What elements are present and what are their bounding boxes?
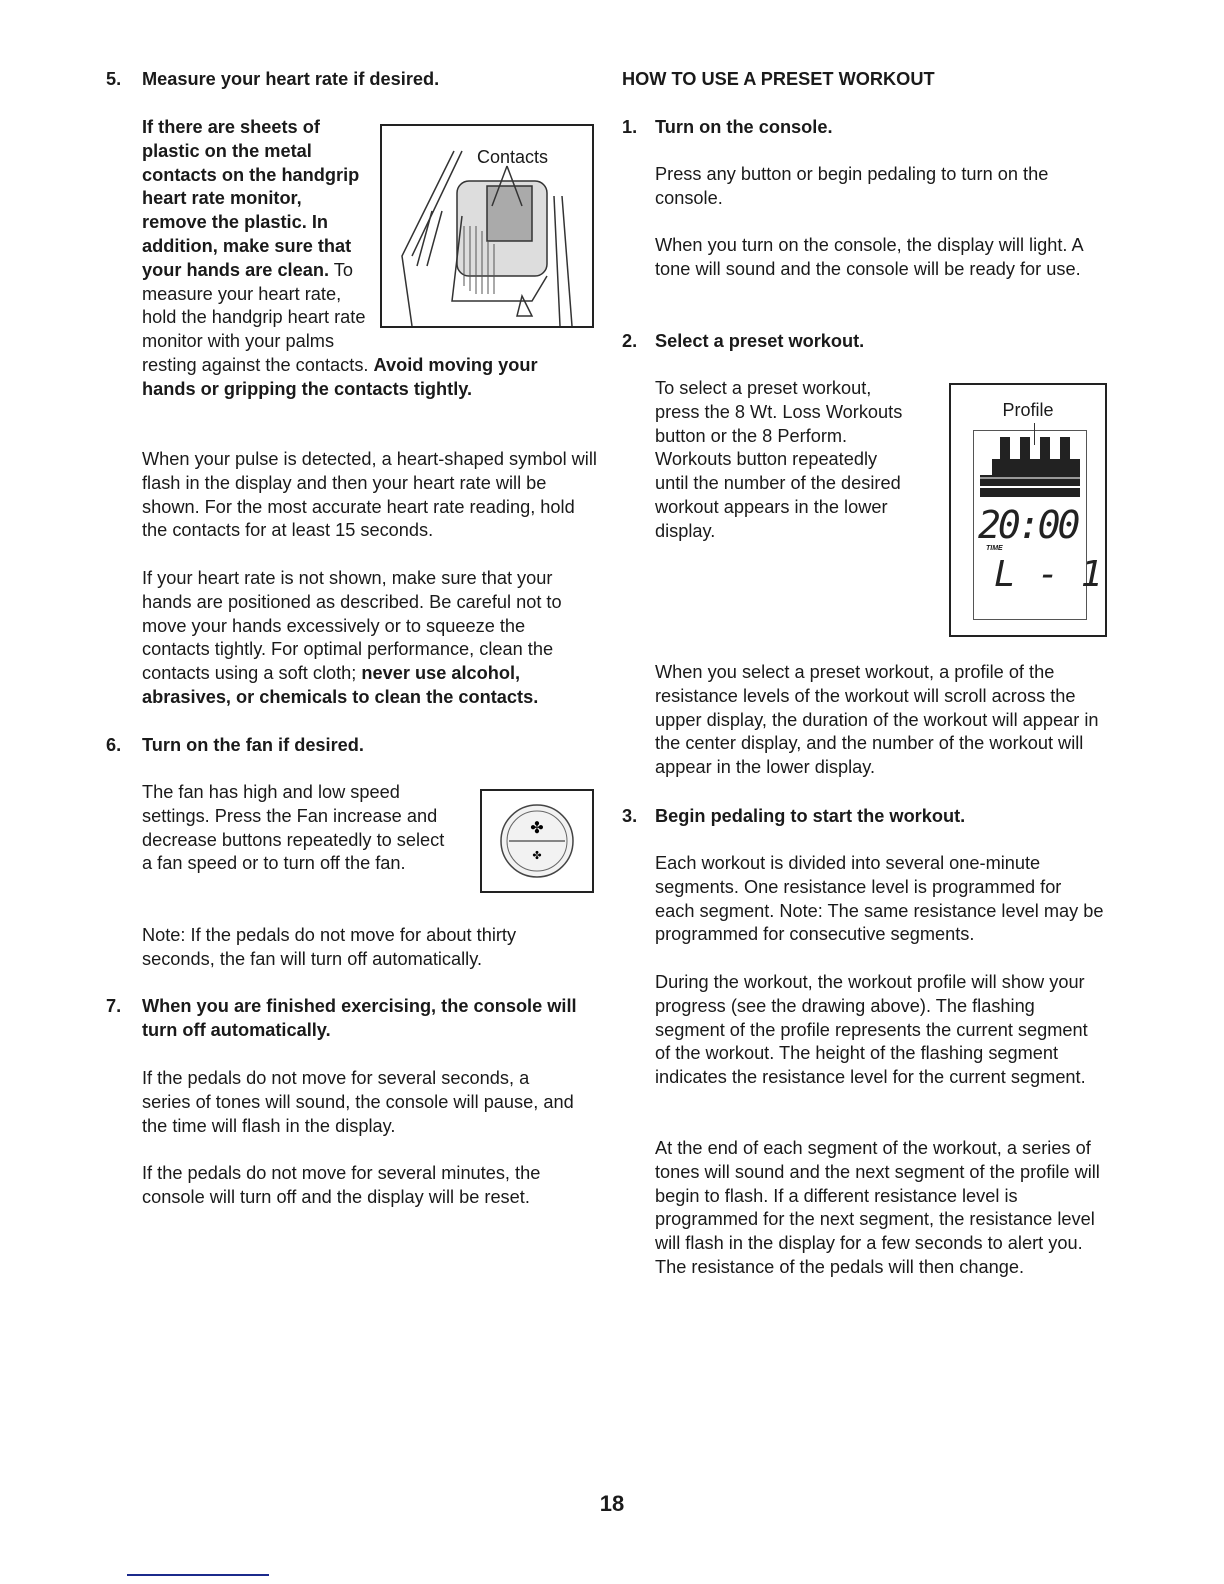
contacts-label: Contacts — [477, 147, 549, 167]
step-1-paragraph-2: When you turn on the console, the display will light. A tone will sound and the console will be ready for use. — [655, 235, 1083, 279]
step-6-heading: Turn on the fan if desired. — [142, 735, 364, 755]
measure-instructions: To measure your heart rate, hold the handgrip heart rate monitor with your palms resting against the contacts. — [142, 259, 374, 375]
step-5-paragraph-1 — [142, 116, 594, 402]
step-2-number: 2. — [622, 331, 638, 351]
contacts-figure — [380, 124, 594, 328]
step-6-note: Note: If the pedals do not move for about thirty seconds, the fan will turn off automatically. — [142, 925, 517, 969]
time-label: TIME — [986, 545, 1003, 552]
step-7-paragraph-2: If the pedals do not move for several minutes, the console will turn off and the display will be reset. — [142, 1163, 541, 1207]
fan-buttons-figure — [480, 789, 594, 893]
step-6-paragraph-1 — [142, 781, 594, 897]
step-5-paragraph-2: When your pulse is detected, a heart-shaped symbol will flash in the display and then your heart rate will be shown. For the most accurate heart rate reading, hold the contacts for at least 15 seconds. — [142, 449, 597, 541]
lcd-display — [973, 430, 1103, 620]
step-5-number: 5. — [106, 69, 122, 89]
plastic-warning: If there are sheets of plastic on the metal contacts on the handgrip heart rate monitor, remove the plastic. In addition, make sure that your hands are clean. — [142, 117, 360, 280]
step-7-number: 7. — [106, 996, 122, 1016]
step-1-paragraph-1: Press any button or begin pedaling to turn on the console. — [655, 164, 1049, 208]
svg-text:✤: ✤ — [530, 818, 544, 837]
profile-label: Profile — [1002, 400, 1054, 420]
fan-button-icon — [482, 791, 592, 891]
step-5-heading: Measure your heart rate if desired. — [142, 69, 440, 89]
step-1-number: 1. — [622, 117, 638, 137]
profile-display-figure — [949, 383, 1107, 637]
svg-text:✤: ✤ — [532, 849, 542, 862]
step-3-paragraph-1: Each workout is divided into several one-minute segments. One resistance level is programmed for each segment. Note: The same resistance level may be programmed for consecutive segments. — [655, 853, 1104, 945]
cleaning-warning: never use alcohol, abrasives, or chemicals to clean the contacts. — [142, 663, 539, 707]
step-5-paragraph-3 — [142, 567, 594, 710]
grip-warning: Avoid moving your hands or gripping the contacts tightly. — [142, 354, 538, 399]
profile-bars-icon — [974, 431, 1086, 501]
step-2-paragraph-2: When you select a preset workout, a profile of the resistance levels of the workout will scroll across the upper display, the duration of the workout will appear in the center display, and the number of the workout will appear in the lower display. — [655, 662, 1099, 778]
step-7-paragraph-1: If the pedals do not move for several seconds, a series of tones will sound, the console will pause, and the time will flash in the display. — [142, 1068, 574, 1136]
step-2-heading: Select a preset workout. — [655, 331, 865, 351]
step-3-paragraph-3: At the end of each segment of the workout, a series of tones will sound and the next segment of the profile will begin to flash. If a different resistance level is programmed for the next segment, the resistance level will flash in the display for a few seconds to alert you. The resistance of the pedals will then change. — [655, 1138, 1100, 1277]
positioning-text: If your heart rate is not shown, make sure that your hands are positioned as described. Be careful not to move your hands excessively or to squeeze the contacts tightly. For optimal performance, clean the contacts using a soft cloth; — [142, 568, 562, 684]
step-3-heading: Begin pedaling to start the workout. — [655, 806, 966, 826]
step-3-number: 3. — [622, 806, 638, 826]
step-3-paragraph-2: During the workout, the workout profile will show your progress (see the drawing above). The flashing segment of the profile represents the current segment of the workout. The height of the flashing segment indicates the resistance level for the current segment. — [655, 972, 1088, 1088]
step-7-heading: When you are finished exercising, the console will turn off automatically. — [142, 996, 577, 1040]
page-number: 18 — [599, 1491, 625, 1516]
section-title: HOW TO USE A PRESET WORKOUT — [622, 69, 935, 89]
workout-number-readout: L - 1 — [994, 554, 1103, 595]
footer-rule — [127, 1574, 269, 1576]
step-6-number: 6. — [106, 735, 122, 755]
step-2-paragraph-1: To select a preset workout, press the 8 Wt. Loss Workouts button or the 8 Perform. Workouts button repeatedly until the number of the desired workout appears in the lower display. — [655, 378, 903, 541]
step-1-heading: Turn on the console. — [655, 117, 833, 137]
fan-description: The fan has high and low speed settings. Press the Fan increase and decrease buttons repeatedly to select a fan speed or to turn off the fan. — [142, 782, 445, 874]
time-readout: 20:00 — [978, 503, 1078, 547]
